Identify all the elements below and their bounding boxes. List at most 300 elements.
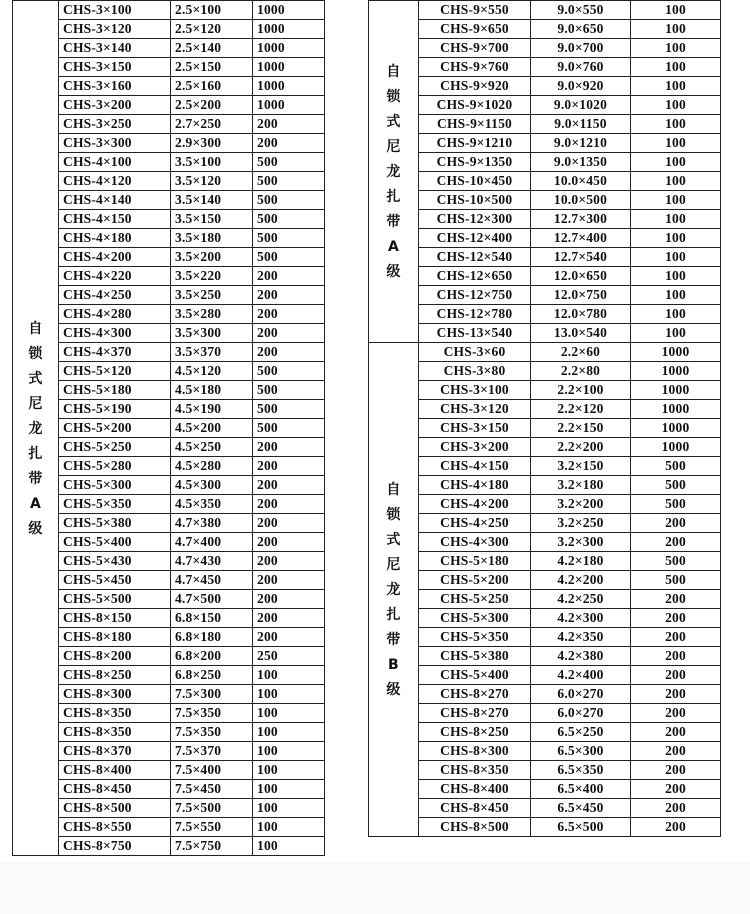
qty-cell: 200 <box>253 476 325 495</box>
table-row <box>13 761 325 780</box>
spec-cell: 2.9×300 <box>171 134 253 153</box>
qty-cell: 500 <box>253 362 325 381</box>
table-row <box>369 153 721 172</box>
table-row <box>369 39 721 58</box>
spec-cell: 3.5×250 <box>171 286 253 305</box>
spec-cell: 9.0×650 <box>531 20 631 39</box>
model-cell: CHS-9×920 <box>419 77 531 96</box>
qty-cell: 200 <box>253 514 325 533</box>
qty-cell: 200 <box>253 552 325 571</box>
table-row <box>369 628 721 647</box>
table-row <box>13 115 325 134</box>
qty-cell: 100 <box>253 685 325 704</box>
qty-cell: 200 <box>253 134 325 153</box>
table-row <box>13 77 325 96</box>
qty-cell: 100 <box>631 115 721 134</box>
left-spec-table <box>12 0 325 856</box>
group-label-char: 级 <box>28 520 43 537</box>
spec-cell: 4.2×380 <box>531 647 631 666</box>
spec-cell: 9.0×1150 <box>531 115 631 134</box>
spec-cell: 4.7×450 <box>171 571 253 590</box>
model-cell: CHS-12×780 <box>419 305 531 324</box>
qty-cell: 200 <box>631 533 721 552</box>
group-label-char: 带 <box>28 470 43 487</box>
table-row <box>369 590 721 609</box>
model-cell: CHS-13×540 <box>419 324 531 343</box>
table-row <box>13 20 325 39</box>
qty-cell: 1000 <box>631 419 721 438</box>
table-row <box>369 780 721 799</box>
spec-cell: 6.8×200 <box>171 647 253 666</box>
spec-cell: 2.5×200 <box>171 96 253 115</box>
table-row <box>369 438 721 457</box>
table-row <box>369 514 721 533</box>
spec-cell: 4.5×180 <box>171 381 253 400</box>
table-row <box>369 115 721 134</box>
group-label-char: 带 <box>386 214 401 230</box>
group-label-char: 式 <box>386 114 401 130</box>
spec-cell: 2.5×100 <box>171 1 253 20</box>
spec-cell: 2.5×120 <box>171 20 253 39</box>
model-cell: CHS-4×250 <box>419 514 531 533</box>
model-cell: CHS-4×120 <box>59 172 171 191</box>
qty-cell: 100 <box>631 191 721 210</box>
qty-cell: 200 <box>253 533 325 552</box>
spec-cell: 4.7×400 <box>171 533 253 552</box>
group-a-cell-label <box>386 64 400 280</box>
model-cell: CHS-9×650 <box>419 20 531 39</box>
model-cell: CHS-8×370 <box>59 742 171 761</box>
table-row <box>13 552 325 571</box>
qty-cell: 200 <box>631 628 721 647</box>
qty-cell: 200 <box>631 780 721 799</box>
qty-cell: 200 <box>253 324 325 343</box>
model-cell: CHS-4×280 <box>59 305 171 324</box>
model-cell: CHS-8×250 <box>59 666 171 685</box>
table-row <box>13 324 325 343</box>
model-cell: CHS-5×430 <box>59 552 171 571</box>
model-cell: CHS-5×300 <box>419 609 531 628</box>
spec-cell: 4.2×250 <box>531 590 631 609</box>
table-row <box>369 362 721 381</box>
spec-cell: 4.5×350 <box>171 495 253 514</box>
table-row <box>13 267 325 286</box>
model-cell: CHS-5×280 <box>59 457 171 476</box>
table-row <box>13 704 325 723</box>
qty-cell: 200 <box>253 438 325 457</box>
qty-cell: 1000 <box>253 77 325 96</box>
spec-cell: 2.5×150 <box>171 58 253 77</box>
qty-cell: 100 <box>631 39 721 58</box>
table-row <box>13 837 325 856</box>
table-row <box>369 647 721 666</box>
table-row <box>13 96 325 115</box>
table-row <box>369 96 721 115</box>
model-cell: CHS-8×300 <box>59 685 171 704</box>
spec-cell: 7.5×350 <box>171 723 253 742</box>
table-row <box>13 799 325 818</box>
model-cell: CHS-3×150 <box>419 419 531 438</box>
model-cell: CHS-9×1210 <box>419 134 531 153</box>
spec-cell: 6.0×270 <box>531 704 631 723</box>
spec-cell: 7.5×300 <box>171 685 253 704</box>
model-cell: CHS-4×200 <box>419 495 531 514</box>
model-cell: CHS-8×550 <box>59 818 171 837</box>
model-cell: CHS-5×120 <box>59 362 171 381</box>
table-row <box>369 343 721 362</box>
spec-cell: 6.8×250 <box>171 666 253 685</box>
qty-cell: 1000 <box>253 58 325 77</box>
table-row <box>13 229 325 248</box>
spec-cell: 4.2×200 <box>531 571 631 590</box>
qty-cell: 100 <box>631 229 721 248</box>
model-cell: CHS-12×750 <box>419 286 531 305</box>
qty-cell: 1000 <box>631 362 721 381</box>
qty-cell: 200 <box>253 286 325 305</box>
table-row <box>13 590 325 609</box>
table-row <box>369 172 721 191</box>
qty-cell: 200 <box>631 761 721 780</box>
spec-cell: 3.2×200 <box>531 495 631 514</box>
spec-cell: 6.8×150 <box>171 609 253 628</box>
qty-cell: 1000 <box>631 400 721 419</box>
table-row <box>369 20 721 39</box>
spec-cell: 3.5×370 <box>171 343 253 362</box>
model-cell: CHS-3×100 <box>419 381 531 400</box>
spec-cell: 12.7×540 <box>531 248 631 267</box>
model-cell: CHS-8×270 <box>419 685 531 704</box>
model-cell: CHS-5×500 <box>59 590 171 609</box>
model-cell: CHS-3×200 <box>59 96 171 115</box>
qty-cell: 1000 <box>253 20 325 39</box>
table-row <box>13 362 325 381</box>
model-cell: CHS-9×760 <box>419 58 531 77</box>
spec-cell: 4.5×190 <box>171 400 253 419</box>
table-row <box>13 172 325 191</box>
group-label-char: A <box>29 495 42 512</box>
group-label-char: 锁 <box>386 507 401 523</box>
table-row <box>369 723 721 742</box>
group-label-char: A <box>387 239 400 255</box>
table-row <box>13 153 325 172</box>
group-a-cell <box>369 1 419 343</box>
qty-cell: 100 <box>253 704 325 723</box>
model-cell: CHS-4×200 <box>59 248 171 267</box>
model-cell: CHS-3×80 <box>419 362 531 381</box>
qty-cell: 200 <box>253 457 325 476</box>
group-label-char: 带 <box>386 632 401 648</box>
spec-cell: 2.2×150 <box>531 419 631 438</box>
model-cell: CHS-8×450 <box>59 780 171 799</box>
spec-cell: 3.5×200 <box>171 248 253 267</box>
model-cell: CHS-4×140 <box>59 191 171 210</box>
qty-cell: 100 <box>631 134 721 153</box>
spec-cell: 4.7×430 <box>171 552 253 571</box>
table-row <box>369 191 721 210</box>
qty-cell: 200 <box>631 685 721 704</box>
qty-cell: 100 <box>253 818 325 837</box>
qty-cell: 500 <box>253 229 325 248</box>
model-cell: CHS-5×250 <box>419 590 531 609</box>
spec-cell: 6.8×180 <box>171 628 253 647</box>
spec-cell: 4.5×280 <box>171 457 253 476</box>
spec-cell: 6.5×500 <box>531 818 631 837</box>
group-label-char: 级 <box>386 682 401 698</box>
qty-cell: 100 <box>253 837 325 856</box>
qty-cell: 100 <box>631 172 721 191</box>
table-row <box>369 666 721 685</box>
qty-cell: 1000 <box>253 96 325 115</box>
spec-cell: 2.2×120 <box>531 400 631 419</box>
table-row <box>369 134 721 153</box>
model-cell: CHS-8×180 <box>59 628 171 647</box>
group-label-char: 自 <box>386 482 401 498</box>
spec-cell: 3.5×140 <box>171 191 253 210</box>
spec-cell: 3.5×280 <box>171 305 253 324</box>
model-cell: CHS-8×750 <box>59 837 171 856</box>
table-row <box>13 134 325 153</box>
qty-cell: 200 <box>631 609 721 628</box>
model-cell: CHS-8×350 <box>59 704 171 723</box>
model-cell: CHS-12×540 <box>419 248 531 267</box>
model-cell: CHS-5×350 <box>59 495 171 514</box>
group-a-cell-label <box>28 321 42 537</box>
model-cell: CHS-8×500 <box>419 818 531 837</box>
table-row <box>13 666 325 685</box>
model-cell: CHS-8×200 <box>59 647 171 666</box>
qty-cell: 200 <box>253 495 325 514</box>
model-cell: CHS-8×400 <box>419 780 531 799</box>
spec-cell: 4.7×500 <box>171 590 253 609</box>
table-row <box>13 628 325 647</box>
spec-cell: 6.5×350 <box>531 761 631 780</box>
model-cell: CHS-9×1150 <box>419 115 531 134</box>
qty-cell: 100 <box>631 1 721 20</box>
qty-cell: 500 <box>253 400 325 419</box>
qty-cell: 100 <box>253 666 325 685</box>
table-row <box>369 229 721 248</box>
qty-cell: 500 <box>253 381 325 400</box>
spec-cell: 6.5×400 <box>531 780 631 799</box>
spec-cell: 9.0×920 <box>531 77 631 96</box>
spec-cell: 4.5×300 <box>171 476 253 495</box>
spec-cell: 6.5×450 <box>531 799 631 818</box>
model-cell: CHS-8×150 <box>59 609 171 628</box>
group-label-char: 尼 <box>386 139 401 155</box>
model-cell: CHS-9×700 <box>419 39 531 58</box>
model-cell: CHS-8×350 <box>59 723 171 742</box>
qty-cell: 500 <box>253 172 325 191</box>
qty-cell: 100 <box>631 77 721 96</box>
spec-cell: 3.5×100 <box>171 153 253 172</box>
spec-cell: 6.0×270 <box>531 685 631 704</box>
group-label-char: 自 <box>28 320 43 337</box>
table-row <box>369 818 721 837</box>
spec-cell: 6.5×250 <box>531 723 631 742</box>
model-cell: CHS-5×200 <box>59 419 171 438</box>
qty-cell: 200 <box>631 818 721 837</box>
spec-cell: 4.7×380 <box>171 514 253 533</box>
qty-cell: 100 <box>631 210 721 229</box>
group-label-char: 龙 <box>386 582 401 598</box>
table-row <box>369 267 721 286</box>
table-row <box>369 552 721 571</box>
table-row <box>369 1 721 20</box>
table-row <box>369 419 721 438</box>
model-cell: CHS-12×400 <box>419 229 531 248</box>
spec-cell: 10.0×450 <box>531 172 631 191</box>
spec-cell: 2.2×100 <box>531 381 631 400</box>
spec-cell: 3.2×250 <box>531 514 631 533</box>
table-row <box>13 305 325 324</box>
model-cell: CHS-5×400 <box>59 533 171 552</box>
group-label-char: 式 <box>28 370 43 387</box>
table-row <box>13 818 325 837</box>
qty-cell: 250 <box>253 647 325 666</box>
spec-cell: 2.5×140 <box>171 39 253 58</box>
spec-cell: 4.5×250 <box>171 438 253 457</box>
spec-cell: 9.0×1350 <box>531 153 631 172</box>
table-row <box>13 248 325 267</box>
spec-cell: 9.0×550 <box>531 1 631 20</box>
spec-cell: 3.2×150 <box>531 457 631 476</box>
spec-cell: 4.2×180 <box>531 552 631 571</box>
model-cell: CHS-10×450 <box>419 172 531 191</box>
table-row <box>13 191 325 210</box>
table-row <box>369 305 721 324</box>
group-label-char: 尼 <box>28 395 43 412</box>
spec-cell: 3.5×150 <box>171 210 253 229</box>
table-row <box>13 780 325 799</box>
model-cell: CHS-4×370 <box>59 343 171 362</box>
spec-cell: 3.5×220 <box>171 267 253 286</box>
table-row <box>13 514 325 533</box>
model-cell: CHS-4×150 <box>419 457 531 476</box>
group-label-char: 尼 <box>386 557 401 573</box>
right-spec-table <box>368 0 721 837</box>
group-label-char: 扎 <box>28 445 43 462</box>
table-row <box>13 457 325 476</box>
table-row <box>369 685 721 704</box>
model-cell: CHS-3×250 <box>59 115 171 134</box>
model-cell: CHS-3×160 <box>59 77 171 96</box>
table-row <box>369 457 721 476</box>
model-cell: CHS-5×350 <box>419 628 531 647</box>
table-row <box>13 343 325 362</box>
table-row <box>369 704 721 723</box>
group-b-cell <box>369 343 419 837</box>
qty-cell: 100 <box>253 799 325 818</box>
model-cell: CHS-9×1020 <box>419 96 531 115</box>
table-row <box>369 210 721 229</box>
table-row <box>369 77 721 96</box>
qty-cell: 100 <box>631 305 721 324</box>
qty-cell: 100 <box>631 153 721 172</box>
qty-cell: 100 <box>253 780 325 799</box>
spec-cell: 2.2×60 <box>531 343 631 362</box>
group-label-char: 扎 <box>386 607 401 623</box>
table-row <box>13 685 325 704</box>
qty-cell: 100 <box>631 324 721 343</box>
spec-cell: 3.2×300 <box>531 533 631 552</box>
qty-cell: 200 <box>631 514 721 533</box>
model-cell: CHS-5×450 <box>59 571 171 590</box>
qty-cell: 1000 <box>253 39 325 58</box>
model-cell: CHS-5×380 <box>419 647 531 666</box>
spec-cell: 2.2×80 <box>531 362 631 381</box>
table-row <box>13 571 325 590</box>
bottom-margin <box>0 862 750 914</box>
spec-cell: 4.2×300 <box>531 609 631 628</box>
table-row <box>369 571 721 590</box>
spec-cell: 2.2×200 <box>531 438 631 457</box>
table-row <box>369 761 721 780</box>
model-cell: CHS-8×300 <box>419 742 531 761</box>
table-row <box>369 324 721 343</box>
qty-cell: 500 <box>253 210 325 229</box>
group-label-char: 龙 <box>28 420 43 437</box>
qty-cell: 100 <box>631 96 721 115</box>
table-row <box>13 39 325 58</box>
group-label-char: 锁 <box>28 345 43 362</box>
model-cell: CHS-5×380 <box>59 514 171 533</box>
qty-cell: 100 <box>253 723 325 742</box>
model-cell: CHS-4×250 <box>59 286 171 305</box>
table-row <box>13 210 325 229</box>
group-label-char: 式 <box>386 532 401 548</box>
spec-cell: 2.7×250 <box>171 115 253 134</box>
model-cell: CHS-8×500 <box>59 799 171 818</box>
model-cell: CHS-9×550 <box>419 1 531 20</box>
table-row <box>13 58 325 77</box>
table-row <box>13 438 325 457</box>
spec-cell: 12.7×300 <box>531 210 631 229</box>
model-cell: CHS-8×270 <box>419 704 531 723</box>
group-label-char: 龙 <box>386 164 401 180</box>
table-row <box>13 476 325 495</box>
qty-cell: 500 <box>253 248 325 267</box>
spec-cell: 12.0×650 <box>531 267 631 286</box>
table-row <box>13 609 325 628</box>
qty-cell: 500 <box>253 153 325 172</box>
qty-cell: 200 <box>631 723 721 742</box>
spec-cell: 10.0×500 <box>531 191 631 210</box>
group-label-char: B <box>388 657 399 673</box>
table-row <box>13 723 325 742</box>
model-cell: CHS-9×1350 <box>419 153 531 172</box>
spec-cell: 7.5×400 <box>171 761 253 780</box>
spec-cell: 12.7×400 <box>531 229 631 248</box>
qty-cell: 1000 <box>631 343 721 362</box>
qty-cell: 100 <box>631 267 721 286</box>
spec-cell: 7.5×450 <box>171 780 253 799</box>
spec-cell: 3.5×300 <box>171 324 253 343</box>
qty-cell: 1000 <box>631 381 721 400</box>
spec-cell: 7.5×350 <box>171 704 253 723</box>
table-row <box>369 799 721 818</box>
qty-cell: 200 <box>253 115 325 134</box>
spec-cell: 4.5×120 <box>171 362 253 381</box>
spec-cell: 3.5×120 <box>171 172 253 191</box>
model-cell: CHS-8×450 <box>419 799 531 818</box>
table-row <box>369 533 721 552</box>
model-cell: CHS-3×300 <box>59 134 171 153</box>
spec-cell: 4.2×400 <box>531 666 631 685</box>
model-cell: CHS-5×250 <box>59 438 171 457</box>
table-row <box>369 248 721 267</box>
model-cell: CHS-5×180 <box>59 381 171 400</box>
qty-cell: 500 <box>631 495 721 514</box>
